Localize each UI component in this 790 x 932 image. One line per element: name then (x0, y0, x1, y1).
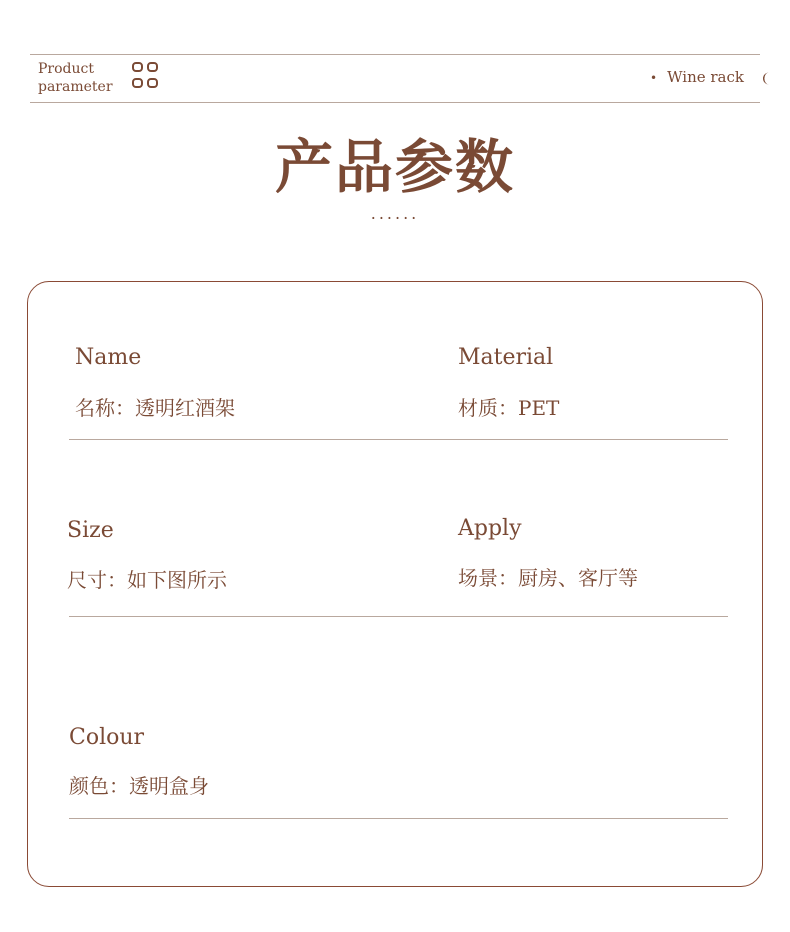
row-divider-2 (69, 616, 728, 617)
header-caption-line2: parameter (38, 79, 113, 95)
apply-value: 场景：厨房、客厅等 (458, 566, 638, 590)
name-label: Name (75, 345, 142, 370)
bullet-dot: • (650, 71, 658, 85)
apply-label: Apply (458, 516, 522, 541)
size-label: Size (67, 518, 114, 543)
material-value: 材质：PET (458, 396, 560, 420)
material-label: Material (458, 345, 554, 370)
colour-label: Colour (69, 725, 145, 750)
moon-icon (760, 72, 772, 85)
header-top-rule (30, 54, 760, 55)
header-product-name: Wine rack (667, 68, 744, 86)
header-caption (38, 60, 113, 96)
header-product-tag (650, 68, 744, 86)
size-value: 尺寸：如下图所示 (67, 568, 227, 592)
colour-value: 颜色：透明盒身 (69, 774, 209, 798)
page-title: 产品参数 (274, 133, 515, 201)
header-caption-line1: Product (38, 61, 94, 77)
row-divider-1 (69, 439, 728, 440)
header-bottom-rule (30, 102, 760, 103)
grid-icon (132, 62, 162, 92)
title-dots-divider: ...... (370, 204, 420, 223)
row-divider-3 (69, 818, 728, 819)
name-value: 名称：透明红酒架 (75, 396, 235, 420)
